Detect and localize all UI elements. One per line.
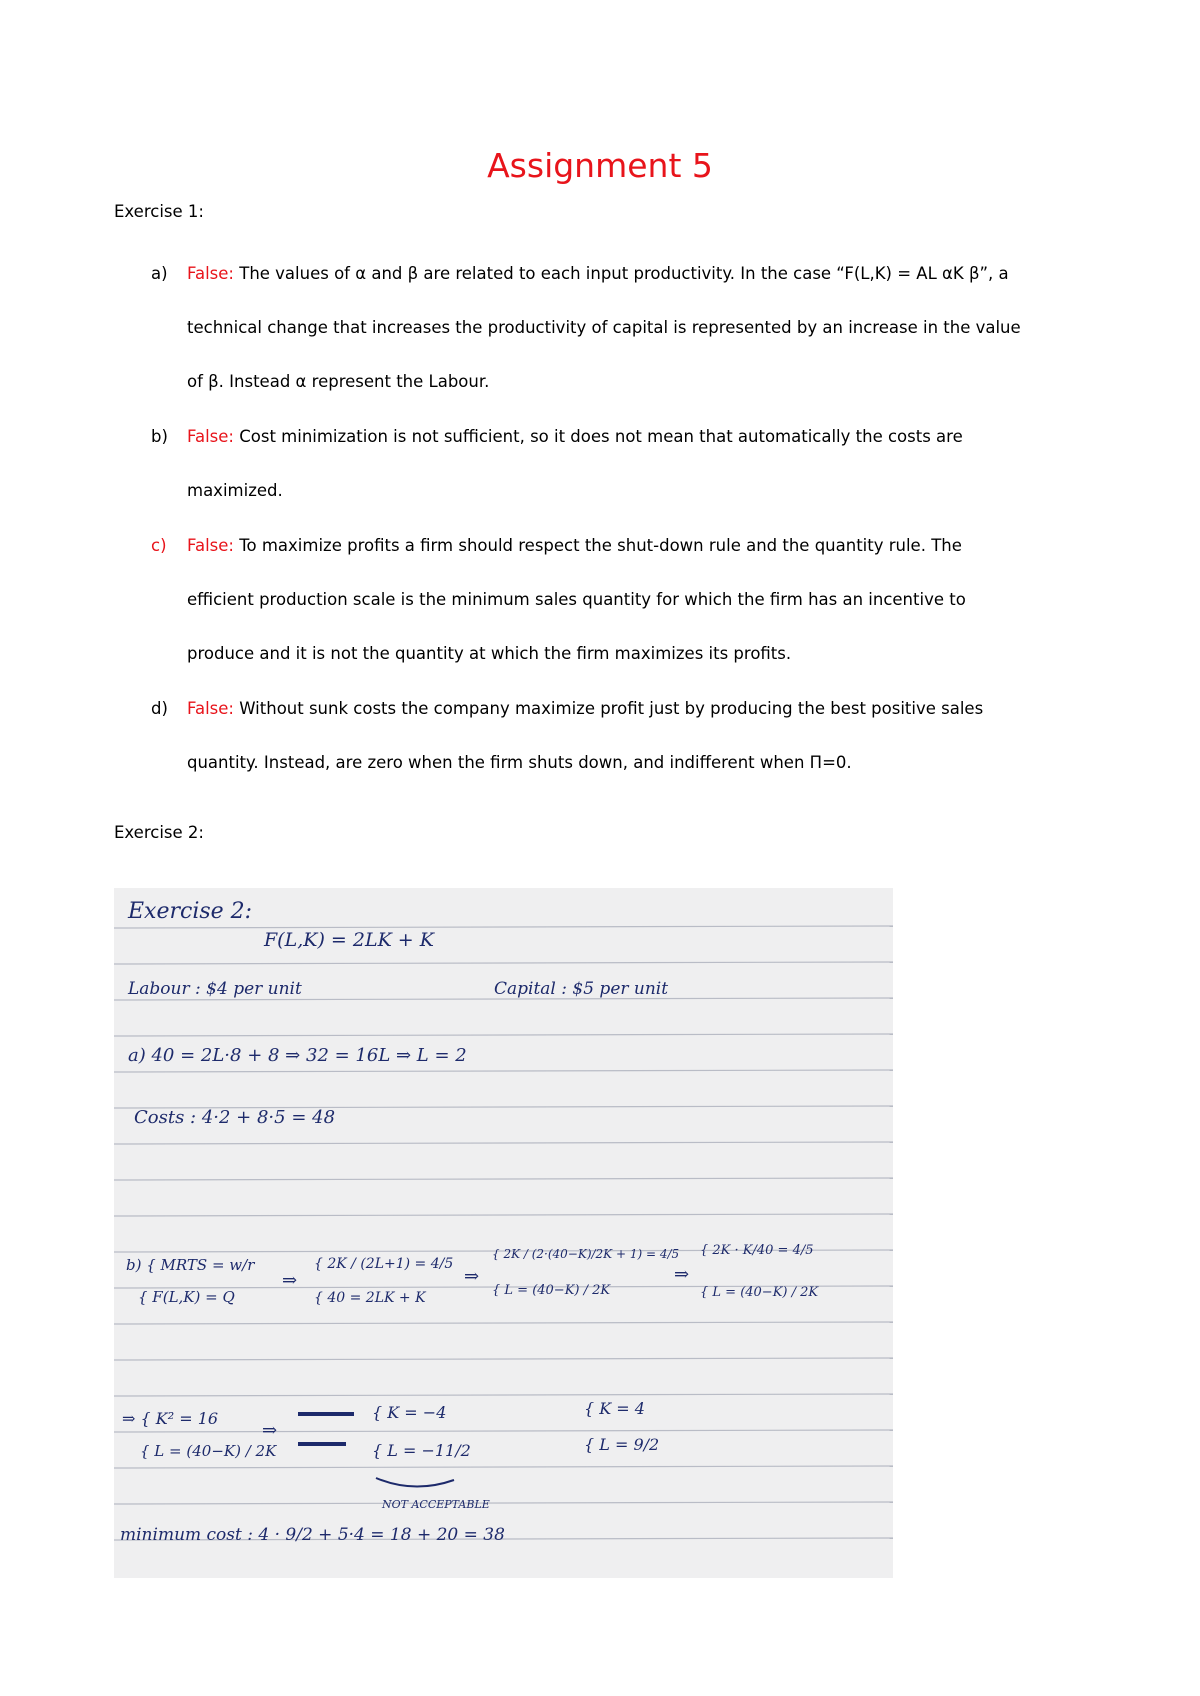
item-c-line-1	[187, 536, 962, 555]
hw-b4-a: { 2K · K/40 = 4/5	[700, 1243, 814, 1258]
item-c-marker: c)	[151, 536, 167, 555]
hw-arrow-3: ⇒	[674, 1264, 690, 1285]
hw-b1-b: { F(L,K) = Q	[138, 1288, 235, 1306]
hw-function: F(L,K) = 2LK + K	[264, 929, 434, 951]
hw-b3-b: { L = (40−K) / 2K	[492, 1283, 611, 1298]
document-title: Assignment 5	[487, 146, 713, 185]
hw-underbrace	[376, 1478, 454, 1487]
item-d-marker: d)	[151, 699, 168, 718]
hw-c1-a: ⇒ { K² = 16	[122, 1409, 219, 1428]
hw-b3-a: { 2K / (2·(40−K)/2K + 1) = 4/5	[492, 1247, 680, 1261]
hw-labour: Labour : $4 per unit	[128, 979, 302, 999]
hw-c2-b: { L = −11/2	[372, 1441, 471, 1460]
hw-b2-b: { 40 = 2LK + K	[314, 1290, 426, 1306]
hw-b2-a: { 2K / (2L+1) = 4/5	[314, 1256, 454, 1272]
hw-not-acceptable: NOT ACCEPTABLE	[382, 1498, 490, 1511]
notebook-page	[114, 888, 893, 1578]
item-b-marker: b)	[151, 427, 168, 446]
item-c-line-3: produce and it is not the quantity at which the firm maximizes its profits.	[187, 644, 792, 663]
item-d-line-2: quantity. Instead, are zero when the firm shuts down, and indifferent when Π=0.	[187, 753, 852, 772]
hw-title: Exercise 2:	[128, 899, 253, 924]
hw-costs: Costs : 4·2 + 8·5 = 48	[134, 1107, 336, 1128]
hw-arrow-2: ⇒	[464, 1266, 480, 1287]
item-b-verdict: False:	[187, 427, 234, 446]
item-c-line-2: efficient production scale is the minimum sales quantity for which the firm has an incentive to	[187, 590, 966, 609]
hw-c3-a: { K = 4	[584, 1399, 645, 1418]
hw-c2-a: { K = −4	[372, 1403, 447, 1422]
hw-capital: Capital : $5 per unit	[494, 979, 669, 999]
item-b-text-1: Cost minimization is not sufficient, so it does not mean that automatically the costs are	[239, 427, 963, 446]
item-a-text-1: The values of α and β are related to each input productivity. In the case “F(L,K) = AL αK β”, a	[239, 264, 1009, 283]
item-a-line-1	[187, 264, 1009, 283]
item-d-line-1	[187, 699, 983, 718]
item-c-text-1: To maximize profits a firm should respect the shut-down rule and the quantity rule. The	[239, 536, 962, 555]
hw-arrow-4: ⇒	[262, 1420, 278, 1441]
hw-minimum-cost: minimum cost : 4 · 9/2 + 5·4 = 18 + 20 = 38	[120, 1525, 505, 1545]
hw-part-a: a) 40 = 2L·8 + 8 ⇒ 32 = 16L ⇒ L = 2	[128, 1045, 467, 1066]
item-c-verdict: False:	[187, 536, 234, 555]
hw-c1-b: { L = (40−K) / 2K	[140, 1442, 277, 1460]
item-a-line-2: technical change that increases the productivity of capital is represented by an increase in the value	[187, 318, 1021, 337]
exercise-1-heading: Exercise 1:	[114, 202, 204, 221]
item-b-line-2: maximized.	[187, 481, 283, 500]
hw-b1-a: b) { MRTS = w/r	[126, 1256, 255, 1274]
item-a-line-3: of β. Instead α represent the Labour.	[187, 372, 490, 391]
scribble-out	[298, 1414, 354, 1444]
hw-b4-b: { L = (40−K) / 2K	[700, 1285, 819, 1300]
hw-arrow-1: ⇒	[282, 1270, 298, 1291]
item-a-marker: a)	[151, 264, 168, 283]
handwritten-solution-photo	[114, 888, 893, 1578]
item-b-line-1	[187, 427, 963, 446]
item-d-verdict: False:	[187, 699, 234, 718]
hw-c3-b: { L = 9/2	[584, 1435, 660, 1454]
item-d-text-1: Without sunk costs the company maximize profit just by producing the best positive sales	[239, 699, 984, 718]
exercise-2-heading: Exercise 2:	[114, 823, 204, 842]
item-a-verdict: False:	[187, 264, 234, 283]
